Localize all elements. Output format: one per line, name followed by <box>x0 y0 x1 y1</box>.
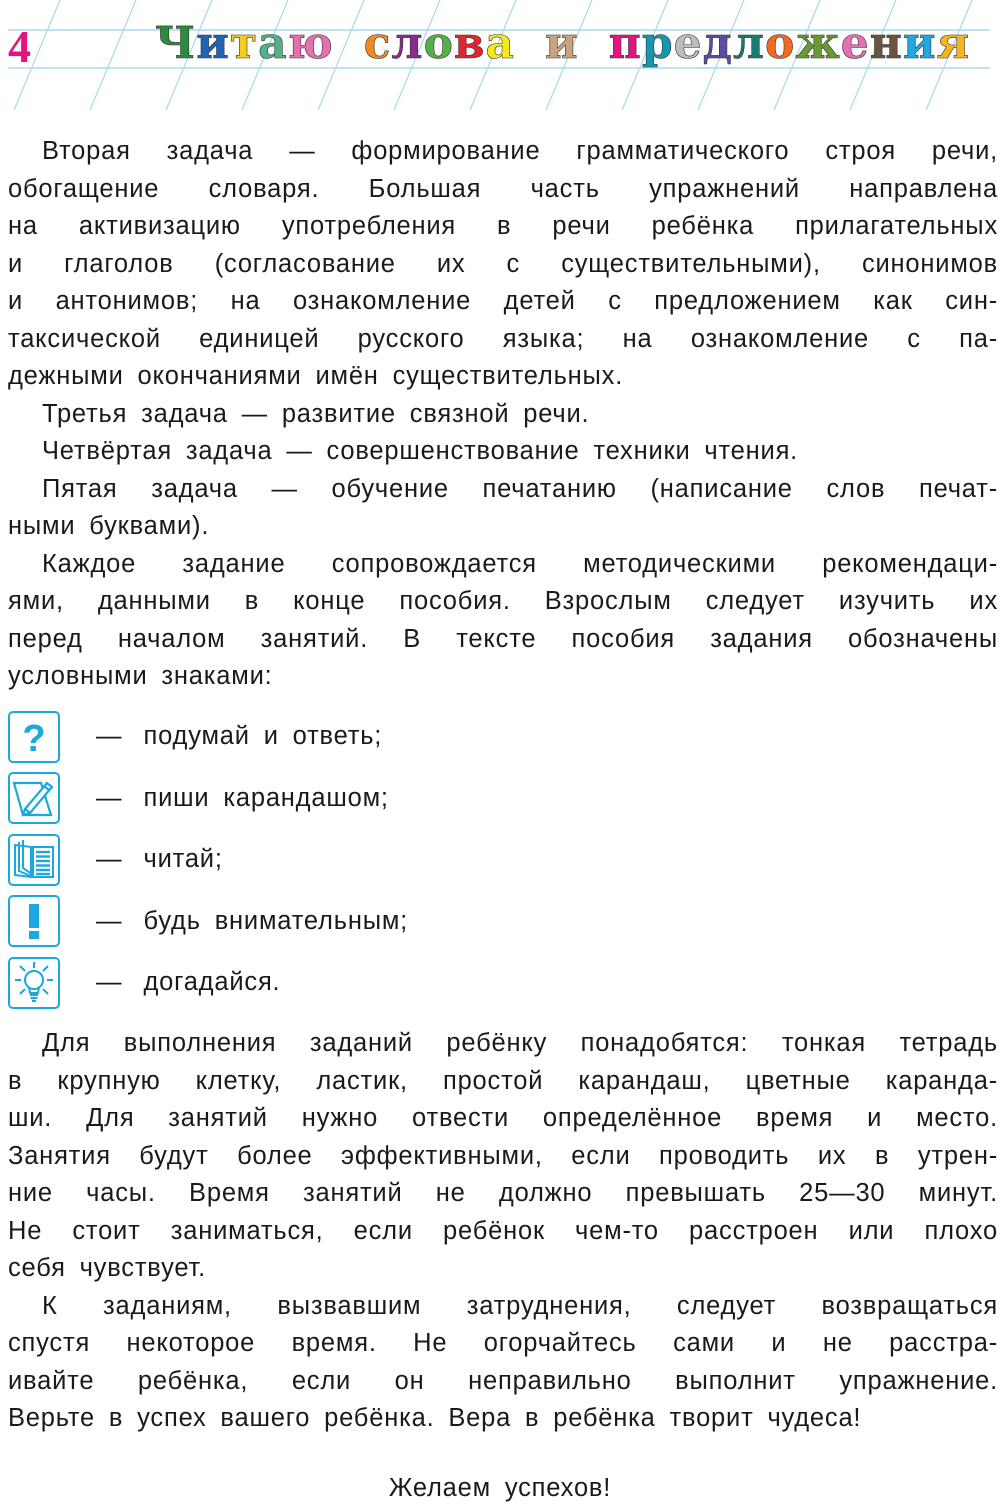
title-letter: р <box>641 18 674 69</box>
title-word <box>155 18 334 69</box>
paragraph <box>8 396 998 434</box>
text-line: Занятия будут более эффективными, если проводить их в утрен- <box>8 1141 998 1170</box>
page-title <box>155 18 1000 69</box>
text-line: Для выполнения заданий ребёнку понадобятся: тонкая тетрадь <box>42 1029 998 1057</box>
instructions-text <box>8 1025 998 1438</box>
legend-item <box>8 829 608 891</box>
title-letter: а <box>485 18 516 69</box>
paragraph <box>8 433 998 471</box>
legend-dash: — <box>96 722 122 751</box>
title-letter: н <box>869 18 904 69</box>
legend-item <box>8 768 608 830</box>
intro-text <box>8 133 998 696</box>
paragraph <box>8 471 998 546</box>
title-letter: ж <box>795 18 841 69</box>
title-letter: е <box>673 18 703 69</box>
paragraph <box>8 546 998 696</box>
page-header <box>0 0 1000 110</box>
title-letter: о <box>423 18 454 69</box>
text-line: обогащение словаря. Большая часть упражнений направлена <box>8 174 998 203</box>
text-line: Верьте в успех вашего ребёнка. Вера в ребёнка творит чудеса! <box>8 1404 862 1432</box>
title-letter: и <box>545 18 579 69</box>
title-letter: о <box>765 18 796 69</box>
title-letter: т <box>229 18 259 69</box>
question-icon <box>8 711 60 763</box>
text-line: Пятая задача — обучение печатанию (написание слов печат- <box>42 474 998 503</box>
symbols-legend <box>8 706 608 1014</box>
title-letter: я <box>936 18 971 69</box>
legend-item <box>8 952 608 1014</box>
text-line: таксической единицей русского языка; на ознакомление с па- <box>8 324 998 353</box>
title-letter: ю <box>287 18 334 69</box>
legend-label: пиши карандашом; <box>143 783 389 812</box>
title-letter: и <box>903 18 937 69</box>
paragraph <box>8 1025 998 1288</box>
title-letter: е <box>840 18 870 69</box>
text-line: спустя некоторое время. Не огорчайтесь сами и не расстра- <box>8 1329 998 1357</box>
title-letter: л <box>391 18 424 69</box>
legend-item <box>8 706 608 768</box>
text-line: ши. Для занятий нужно отвести определённое время и место. <box>8 1104 998 1132</box>
text-line: и антонимов; на ознакомление детей с предложением как син- <box>8 287 998 315</box>
title-word <box>609 18 971 69</box>
legend-dash: — <box>96 906 122 935</box>
text-line: Четвёртая задача — совершенствование техники чтения. <box>42 437 799 465</box>
text-line: себя чувствует. <box>8 1254 207 1282</box>
text-line: Вторая задача — формирование грамматического строя речи, <box>42 137 998 165</box>
text-line: и глаголов (согласование их с существительными), синонимов <box>8 249 998 278</box>
lightbulb-icon <box>8 957 60 1009</box>
legend-dash: — <box>96 968 122 997</box>
paragraph <box>8 133 998 396</box>
title-letter: п <box>608 18 642 69</box>
title-letter: в <box>453 18 486 69</box>
text-line: Не стоит заниматься, если ребёнок чем-то расстроен или плохо <box>8 1216 998 1245</box>
pencil-write-icon <box>8 772 60 824</box>
legend-label: догадайся. <box>143 968 281 997</box>
title-letter: а <box>258 18 288 69</box>
svg-text:?: ? <box>22 717 46 757</box>
exclamation-icon <box>8 895 60 947</box>
legend-item <box>8 891 608 953</box>
paragraph <box>8 1288 998 1438</box>
legend-label: подумай и ответь; <box>143 722 383 751</box>
text-line: дежными окончаниями имён существительных. <box>8 362 624 390</box>
title-letter: л <box>732 18 765 69</box>
text-line: условными знаками: <box>8 662 273 690</box>
text-line: перед началом занятий. В тексте пособия задания обозначены <box>8 624 998 653</box>
text-line: ными буквами). <box>8 512 210 540</box>
text-line: ями, данными в конце пособия. Взрослым следует изучить их <box>8 587 998 615</box>
title-letter: Ч <box>155 18 197 69</box>
text-line: в крупную клетку, ластик, простой карандаш, цветные каранда- <box>8 1066 998 1095</box>
text-line: Третья задача — развитие связной речи. <box>42 399 590 428</box>
open-book-icon <box>8 834 60 886</box>
legend-label: читай; <box>143 845 223 874</box>
text-line: ние часы. Время занятий не должно превышать 25—30 минут. <box>8 1179 998 1207</box>
text-line: ивайте ребёнка, если он неправильно выполнит упражнение. <box>8 1366 998 1395</box>
text-line: Каждое задание сопровождается методическими рекомендаци- <box>42 549 998 578</box>
legend-dash: — <box>96 783 122 812</box>
text-line: на активизацию употребления в речи ребёнка прилагательных <box>8 212 998 240</box>
legend-dash: — <box>96 845 122 874</box>
title-letter: и <box>196 18 230 69</box>
page-number: 4 <box>8 21 31 72</box>
title-letter: с <box>363 18 392 69</box>
legend-label: будь внимательным; <box>143 906 409 935</box>
title-word <box>364 18 515 69</box>
title-word <box>545 18 579 69</box>
closing-wish: Желаем успехов! <box>388 1474 612 1502</box>
title-letter: д <box>702 18 733 69</box>
text-line: К заданиям, вызвавшим затруднения, следует возвращаться <box>42 1291 998 1320</box>
